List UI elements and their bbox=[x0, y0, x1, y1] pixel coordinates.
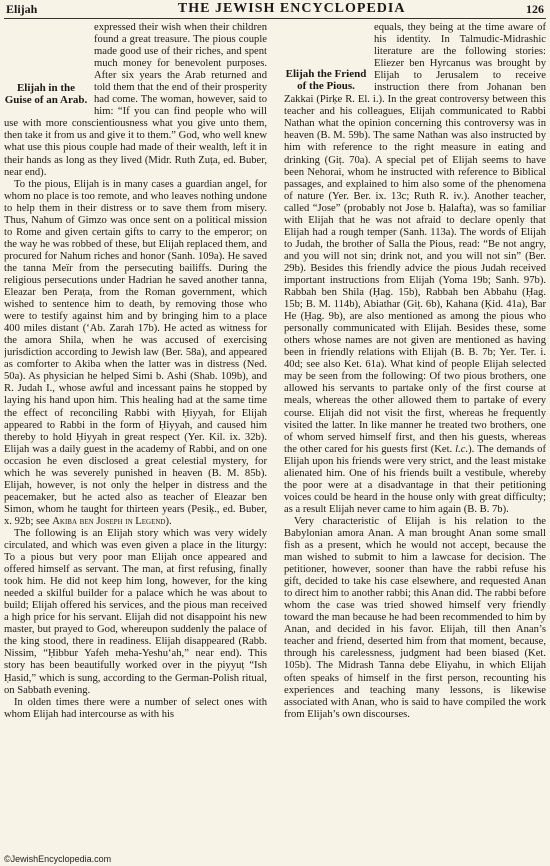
sidehead-elijah-friend: Elijah the Friend of the Pious. bbox=[285, 68, 367, 92]
paragraph-text: To the pious, Elijah is in many cases a guardian angel, for whom no place is too remote, and who leaves nothing undone to help them in their distress or to save them from misery. Thus, Nahum of Gimzo was once sent on a political mission to Rome and given certain gifts to carry to the emperor; on the way he was robbed of these, but Elijah replaced them, and procured for Nahum riches and honor (Sanh. 109a). He saved the tanna Meïr from the persecuting bailiffs. During the religious persecutions under Hadrian he saved another tanna, Eleazar ben Peraṭa, from the Roman government, which wished to sentence him to death, by removing those who were to testify against him and by bringing him to a place 400 miles distant (‘Ab. Zarah 17b). He acted as witness for the amora Shila, when he was accused of exercising jurisdiction according to Jewish law (Ber. 58a), and appeared as comforter to Akiba when the latter was in distress (Ned. 50a). As physician he helped Simi b. Ashi (Shab. 109b), and R. Judah I., whose awful and incessant pains he stopped by laying his hand upon him. This healing had at the same time the effect of reconciling Rabbi with Ḥiyyah, for Elijah appeared to Rabbi in the form of Ḥiyyah, and caused him thereby to hold Ḥiyyah in great respect (Yer. Kil. ix. 32b). Elijah was a daily guest in the academy of Rabbi, and on one occasion he even disclosed a great celestial mystery, for which he was severely punished in heaven (B. M. 85b). Elijah, however, is not only the helper in distress and the peacemaker, but he acted also as teacher of Eleazar ben Simon, whom he taught for thirteen years (Pesiḳ., ed. Buber, x. 92b; see bbox=[4, 178, 267, 527]
paragraph bbox=[284, 22, 546, 516]
paragraph bbox=[284, 516, 546, 721]
cross-reference-link[interactable]: Akiba ben Joseph in Legend bbox=[52, 515, 166, 527]
paragraph-text: ). bbox=[165, 515, 172, 527]
left-column bbox=[4, 22, 267, 854]
page-header bbox=[0, 0, 550, 18]
sidehead-elijah-arab: Elijah in the Guise of an Arab. bbox=[4, 82, 88, 106]
running-head-left: Elijah bbox=[6, 1, 38, 16]
paragraph-text: In olden times there were a number of select ones with whom Elijah had intercourse as with his bbox=[4, 696, 267, 720]
right-column bbox=[284, 22, 546, 854]
paragraph bbox=[4, 179, 267, 528]
paragraph bbox=[4, 697, 267, 721]
paragraph bbox=[4, 22, 267, 179]
paragraph bbox=[4, 528, 267, 697]
paragraph-text: ). The demands of Elijah upon his friends were very strict, and the least mistake alienated him. One of his friends built a vestibule, whereby the poor were at a disadvantage in that their petitioning voices could be heard in the house only with great difficulty; as a result Elijah never came to him again (B. B. 7b). bbox=[284, 443, 546, 515]
paragraph-text: Very characteristic of Elijah is his relation to the Babylonian amora Anan. A man brought Anan some small fish as a present, which he would not accept, because the man wished to submit to him a lawcase for decision. The petitioner, however, sooner than have the rabbi refuse his gift, decided to take his case elsewhere, and requested Anan to direct him to another rabbi; this Anan did. The rabbi before whom the case was tried showed himself very friendly toward the man because he had been recommended to him by Anan, and decided in his favor. Elijah, till then Anan’s teacher and friend, deserted him from that moment, because, through his carelessness, judgment had been biased (Ket. 105b). The Midrash Tanna debe Eliyahu, in which Elijah often speaks of himself in the first person, recounting his experiences and teaching many lessons, is likewise associated with Anan, who is said to have compiled the work from Elijah’s own discourses. bbox=[284, 515, 546, 720]
citation-italic: l.c. bbox=[455, 443, 469, 455]
header-rule bbox=[4, 18, 546, 19]
copyright-credit: ©JewishEncyclopedia.com bbox=[4, 854, 112, 864]
paragraph-text: expressed their wish when their children found a great treasure. The pious couple made good use of their riches, and spent much money for benevolent purposes. After six years the Arab returned and told them that the end of their prosperity had come. The woman, however, said to him: “If you can find people who will use with more conscientiousness what you give unto them, then take it from us and give it to them.” God, who well knew what use this pious couple had made of their wealth, left it in their hands as long as they lived (Midr. Ruth Zuṭa, ed. Buber, near end). bbox=[4, 22, 267, 178]
page-title: THE JEWISH ENCYCLOPEDIA bbox=[177, 1, 406, 16]
paragraph-text: equals, they being at the time aware of his identity. In Talmudic-Midrashic literature are the following stories: Eliezer ben Hyrcanus was brought by Elijah to Jerusalem to receive instruction there from Johanan ben Zakkai (Pirḳe R. El. i.). In the great controversy between this teacher and his colleagues, Elijah communicated to Rabbi Nathan what the opinion concerning this controversy was in heaven (B. M. 59b). The same Nathan was also instructed by him with reference to the right measure in eating and drinking (Giṭ. 70a). A special pet of Elijah seems to have been Nehorai, whom he instructed with reference to Biblical passages, and explained to him also some of the phenomena of nature (Yer. Ber. ix. 13c; Ruth R. iv.). Another teacher, called “Jose” (probably not Jose b. Ḥalafta), was so familiar with Elijah that he was not afraid to declare openly that Elijah had a rough temper (Sanh. 113a). The words of Elijah to Judah, the brother of Salla the Pious, read: “Be not angry, and you will not sin; drink not, and you will not sin” (Ber. 29b). Besides this friendly advice the pious Judah received important instructions from Elijah (Yoma 19b; Sanh. 97b). Rabbah ben Shila (Ḥag. 15b), Rabbah ben Abbahu (Ḥag. 15b; B. M. 114b), Abiathar (Giṭ. 6b), Kahana (Ḳid. 41a), Bar He (Ḥag. 9b), are also mentioned as among the pious who personally communicated with Elijah. Besides these, some others whose names are not given are mentioned as having been in friendly relations with Elijah (B. B. 7b; Yer. Ter. i. 40d; see also Ket. 61a). What kind of people Elijah selected may be seen from the following: Of two pious brothers, one allowed his servants to partake only of the first course at meals, whereas the other allowed them to partake of every course. Elijah did not visit the first, whereas he frequently visited the latter. In like manner he treated two brothers, one of whom served himself first, and then his guests, whereas the other cared for his guests first (Ket. bbox=[284, 22, 546, 455]
page-number: 126 bbox=[526, 1, 544, 16]
paragraph-text: The following is an Elijah story which was very widely circulated, and which was even given a place in the liturgy: To a pious but very poor man Elijah once appeared and offered himself as servant. The man, at first refusing, finally took him. He did not keep him long, however, for the king needed a skilful builder for a palace which he was about to build; Elijah offered his services, and the pious man received a high price for his servant. Elijah did not disappoint his new master, but prayed to God, whereupon suddenly the palace of the king stood, there in readiness. Elijah disappeared (Rabb. Nissim, “Ḥibbur Yafeh meha-Yeshu‘ah,” near end). This story has been beautifully worked over in the piyyuṭ “Ish Ḥasid,” which is sung, according to the German-Polish ritual, on Sabbath evening. bbox=[4, 527, 267, 696]
